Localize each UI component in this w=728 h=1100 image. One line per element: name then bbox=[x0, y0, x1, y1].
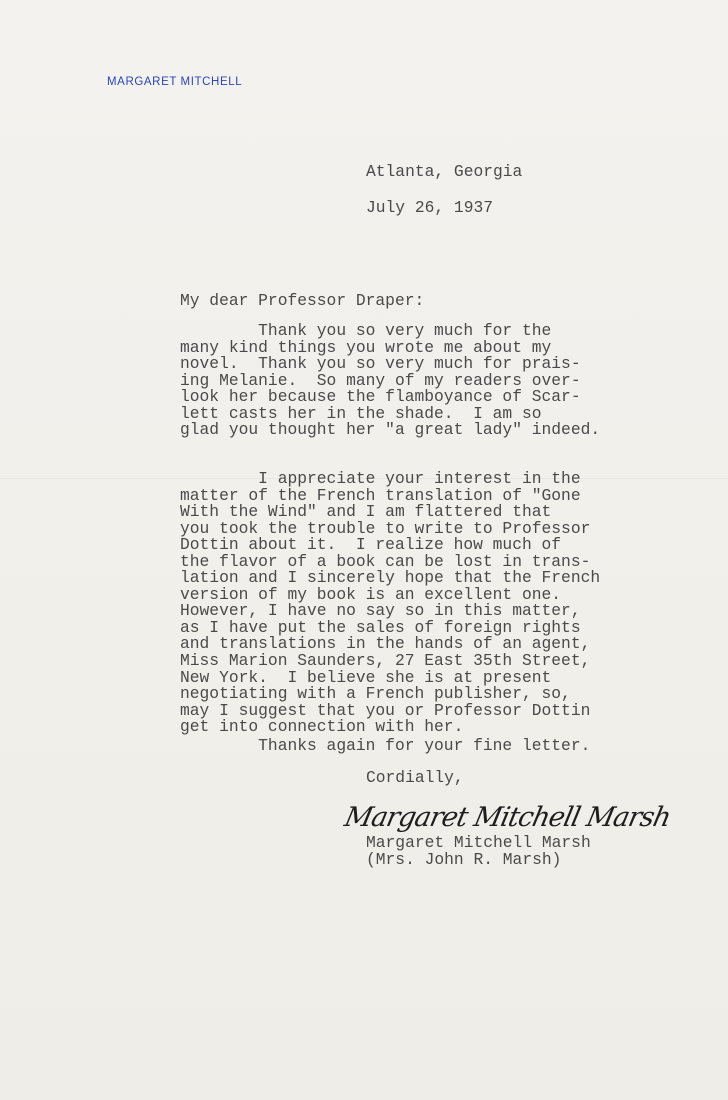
typed-name: Margaret Mitchell Marsh bbox=[366, 833, 591, 852]
text-line: negotiating with a French publisher, so, bbox=[180, 684, 571, 704]
text-line: Dottin about it. I realize how much of bbox=[180, 535, 562, 555]
text-line: as I have put the sales of foreign rights bbox=[180, 617, 581, 637]
paragraph-1 bbox=[180, 323, 600, 439]
text-line: the flavor of a book can be lost in trans- bbox=[180, 551, 591, 571]
text-line: you took the trouble to write to Professor bbox=[180, 518, 591, 538]
text-line: glad you thought her "a great lady" indeed. bbox=[180, 420, 601, 440]
text-line: lation and I sincerely hope that the French bbox=[180, 568, 601, 588]
text-line: With the Wind" and I am flattered that bbox=[180, 502, 552, 522]
text-line: many kind things you wrote me about my bbox=[180, 337, 552, 357]
text-line: novel. Thank you so very much for prais- bbox=[180, 354, 581, 374]
text-line: Miss Marion Saunders, 27 East 35th Street, bbox=[180, 651, 591, 671]
text-line: may I suggest that you or Professor Dottin bbox=[180, 700, 591, 720]
text-line: look her because the flamboyance of Scar- bbox=[180, 387, 581, 407]
text-line: get into connection with her. bbox=[180, 717, 464, 737]
salutation: My dear Professor Draper: bbox=[180, 291, 425, 310]
paragraph-2 bbox=[180, 471, 600, 736]
text-line: New York. I believe she is at present bbox=[180, 667, 552, 687]
paragraph-3 bbox=[180, 738, 590, 755]
typed-title: (Mrs. John R. Marsh) bbox=[366, 850, 562, 869]
text-line: Thanks again for your fine letter. bbox=[180, 736, 591, 755]
closing: Cordially, bbox=[366, 768, 464, 787]
text-line: Thank you so very much for the bbox=[180, 321, 552, 340]
text-line: version of my book is an excellent one. bbox=[180, 584, 562, 604]
signature: Margaret Mitchell Marsh bbox=[341, 802, 674, 833]
text-line: ing Melanie. So many of my readers over- bbox=[180, 370, 581, 390]
place: Atlanta, Georgia bbox=[366, 162, 523, 181]
text-line: I appreciate your interest in the bbox=[180, 469, 581, 488]
text-line: and translations in the hands of an agent, bbox=[180, 634, 591, 654]
text-line: matter of the French translation of "Gone bbox=[180, 485, 581, 505]
date: July 26, 1937 bbox=[366, 198, 494, 217]
letterhead: MARGARET MITCHELL bbox=[107, 76, 243, 88]
text-line: However, I have no say so in this matter, bbox=[180, 601, 581, 621]
text-line: lett casts her in the shade. I am so bbox=[180, 403, 542, 423]
